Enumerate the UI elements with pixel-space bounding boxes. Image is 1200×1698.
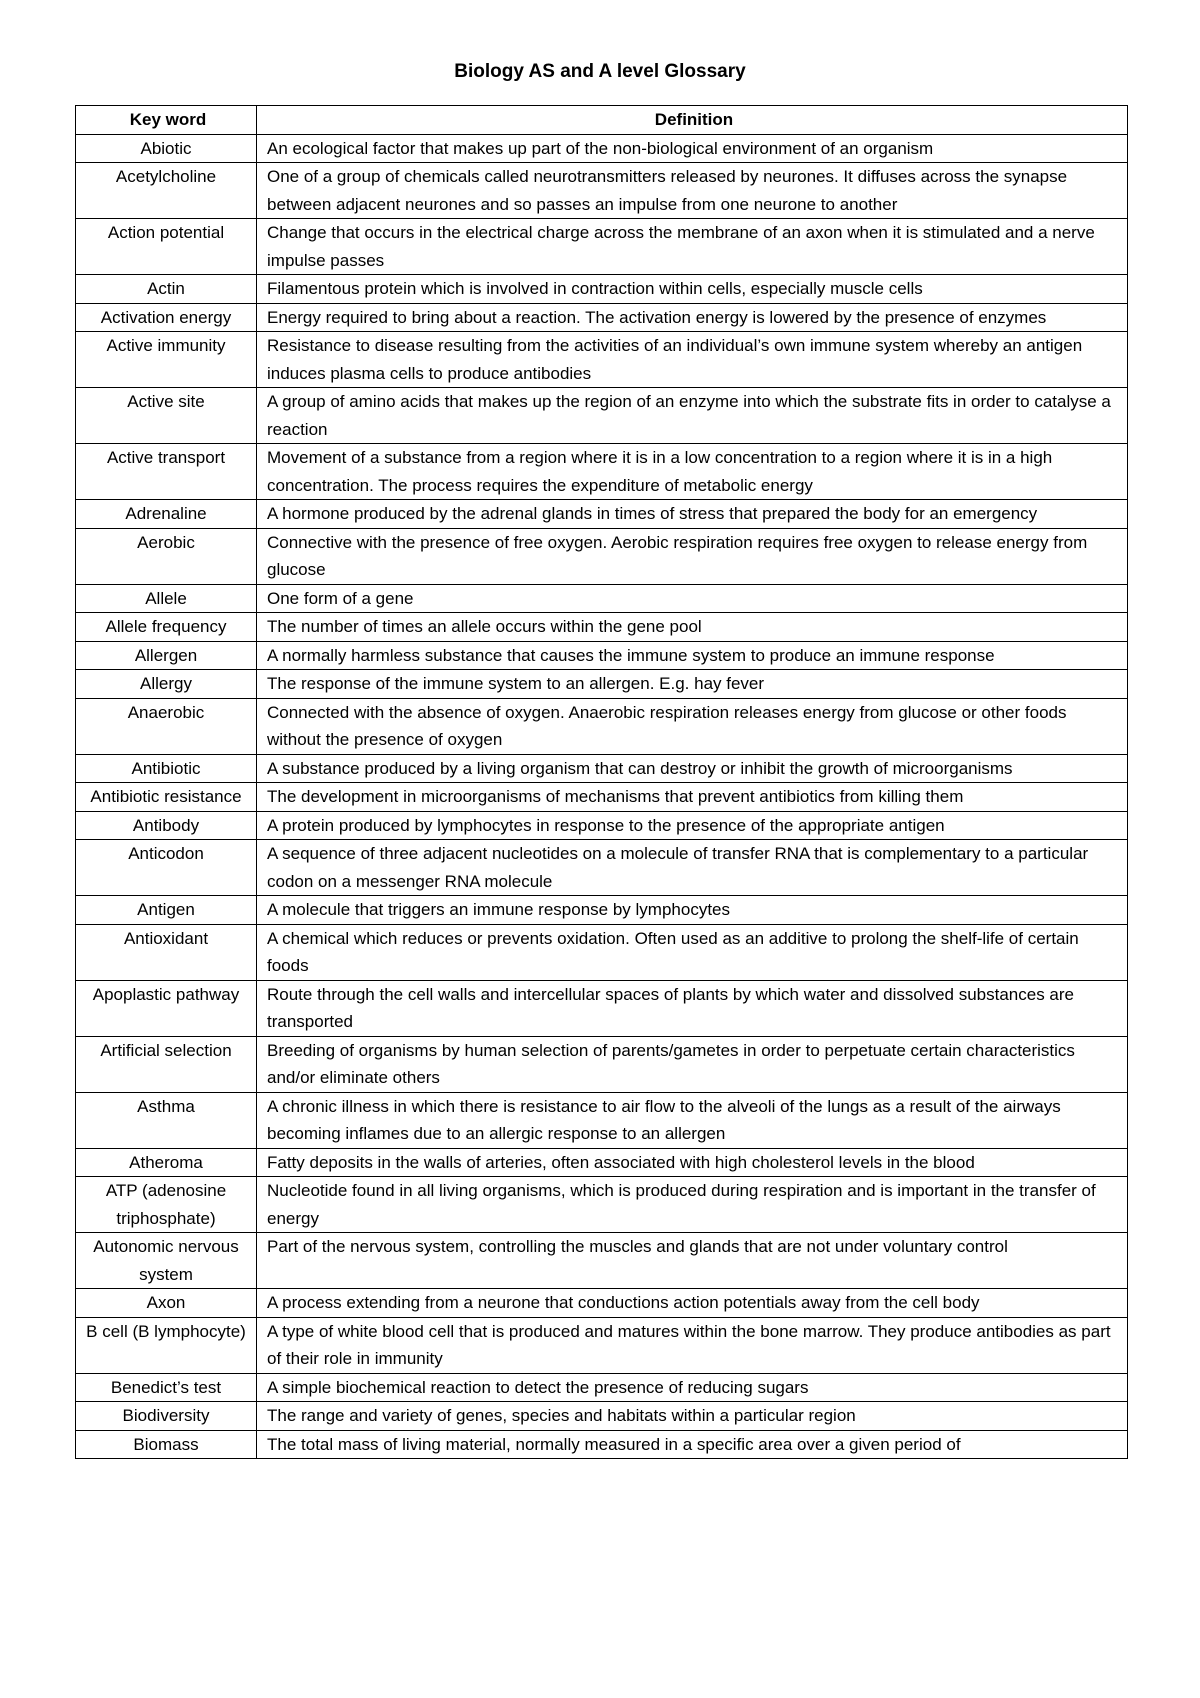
glossary-definition: A hormone produced by the adrenal glands in times of stress that prepared the body for an emergency bbox=[257, 500, 1128, 529]
glossary-term: Antigen bbox=[76, 896, 257, 925]
glossary-term: Apoplastic pathway bbox=[76, 980, 257, 1036]
glossary-term: Biomass bbox=[76, 1430, 257, 1459]
glossary-term: Aerobic bbox=[76, 528, 257, 584]
table-row bbox=[76, 388, 1128, 444]
glossary-table bbox=[75, 105, 1128, 1459]
glossary-definition: A group of amino acids that makes up the region of an enzyme into which the substrate fits in order to catalyse a reaction bbox=[257, 388, 1128, 444]
document-title: Biology AS and A level Glossary bbox=[454, 61, 746, 82]
glossary-definition: Filamentous protein which is involved in contraction within cells, especially muscle cells bbox=[257, 275, 1128, 304]
table-row bbox=[76, 303, 1128, 332]
glossary-term: Active site bbox=[76, 388, 257, 444]
table-row bbox=[76, 840, 1128, 896]
glossary-definition: Part of the nervous system, controlling the muscles and glands that are not under voluntary control bbox=[257, 1233, 1128, 1289]
glossary-definition: The total mass of living material, normally measured in a specific area over a given period of bbox=[257, 1430, 1128, 1459]
table-row bbox=[76, 444, 1128, 500]
glossary-body bbox=[76, 134, 1128, 1459]
glossary-definition: Nucleotide found in all living organisms, which is produced during respiration and is important in the transfer of energy bbox=[257, 1177, 1128, 1233]
glossary-definition: A sequence of three adjacent nucleotides on a molecule of transfer RNA that is complementary to a particular codon on a messenger RNA molecule bbox=[257, 840, 1128, 896]
table-row bbox=[76, 163, 1128, 219]
glossary-definition: A protein produced by lymphocytes in response to the presence of the appropriate antigen bbox=[257, 811, 1128, 840]
table-row bbox=[76, 134, 1128, 163]
glossary-definition: Route through the cell walls and intercellular spaces of plants by which water and dissolved substances are transported bbox=[257, 980, 1128, 1036]
glossary-definition: A normally harmless substance that causes the immune system to produce an immune response bbox=[257, 641, 1128, 670]
table-row bbox=[76, 1036, 1128, 1092]
glossary-definition: Breeding of organisms by human selection of parents/gametes in order to perpetuate certain characteristics and/or eliminate others bbox=[257, 1036, 1128, 1092]
table-row bbox=[76, 783, 1128, 812]
glossary-definition: Fatty deposits in the walls of arteries, often associated with high cholesterol levels in the blood bbox=[257, 1148, 1128, 1177]
glossary-definition: A type of white blood cell that is produced and matures within the bone marrow. They produce antibodies as part of their role in immunity bbox=[257, 1317, 1128, 1373]
table-row bbox=[76, 275, 1128, 304]
glossary-term: Axon bbox=[76, 1289, 257, 1318]
glossary-term: Artificial selection bbox=[76, 1036, 257, 1092]
table-row bbox=[76, 584, 1128, 613]
table-header-row bbox=[76, 106, 1128, 135]
glossary-definition: Change that occurs in the electrical charge across the membrane of an axon when it is stimulated and a nerve impulse passes bbox=[257, 219, 1128, 275]
glossary-term: Atheroma bbox=[76, 1148, 257, 1177]
glossary-definition: A process extending from a neurone that conductions action potentials away from the cell body bbox=[257, 1289, 1128, 1318]
table-row bbox=[76, 811, 1128, 840]
table-row bbox=[76, 896, 1128, 925]
glossary-definition: One of a group of chemicals called neurotransmitters released by neurones. It diffuses across the synapse between adjacent neurones and so passes an impulse from one neurone to another bbox=[257, 163, 1128, 219]
table-row bbox=[76, 500, 1128, 529]
glossary-term: Action potential bbox=[76, 219, 257, 275]
glossary-term: Abiotic bbox=[76, 134, 257, 163]
glossary-definition: A chronic illness in which there is resistance to air flow to the alveoli of the lungs as a result of the airways becoming inflames due to an allergic response to an allergen bbox=[257, 1092, 1128, 1148]
table-row bbox=[76, 924, 1128, 980]
glossary-term: Biodiversity bbox=[76, 1402, 257, 1431]
glossary-term: Actin bbox=[76, 275, 257, 304]
glossary-term: Antibody bbox=[76, 811, 257, 840]
glossary-definition: Energy required to bring about a reaction. The activation energy is lowered by the presence of enzymes bbox=[257, 303, 1128, 332]
table-row bbox=[76, 1233, 1128, 1289]
table-row bbox=[76, 1289, 1128, 1318]
table-row bbox=[76, 980, 1128, 1036]
glossary-definition: Resistance to disease resulting from the activities of an individual’s own immune system whereby an antigen induces plasma cells to produce antibodies bbox=[257, 332, 1128, 388]
glossary-term: Acetylcholine bbox=[76, 163, 257, 219]
table-row bbox=[76, 670, 1128, 699]
glossary-term: Benedict’s test bbox=[76, 1373, 257, 1402]
glossary-definition: The response of the immune system to an allergen. E.g. hay fever bbox=[257, 670, 1128, 699]
table-row bbox=[76, 1317, 1128, 1373]
table-row bbox=[76, 1177, 1128, 1233]
glossary-term: Antibiotic bbox=[76, 754, 257, 783]
glossary-definition: A chemical which reduces or prevents oxidation. Often used as an additive to prolong the shelf-life of certain foods bbox=[257, 924, 1128, 980]
glossary-term: Allele bbox=[76, 584, 257, 613]
glossary-term: Antibiotic resistance bbox=[76, 783, 257, 812]
glossary-definition: An ecological factor that makes up part of the non-biological environment of an organism bbox=[257, 134, 1128, 163]
table-row bbox=[76, 754, 1128, 783]
glossary-term: Active transport bbox=[76, 444, 257, 500]
glossary-term: Allele frequency bbox=[76, 613, 257, 642]
glossary-term: Asthma bbox=[76, 1092, 257, 1148]
glossary-term: B cell (B lymphocyte) bbox=[76, 1317, 257, 1373]
glossary-definition: A simple biochemical reaction to detect the presence of reducing sugars bbox=[257, 1373, 1128, 1402]
table-row bbox=[76, 641, 1128, 670]
glossary-term: Activation energy bbox=[76, 303, 257, 332]
glossary-definition: Connected with the absence of oxygen. Anaerobic respiration releases energy from glucose or other foods without the presence of oxygen bbox=[257, 698, 1128, 754]
glossary-definition: One form of a gene bbox=[257, 584, 1128, 613]
glossary-term: Active immunity bbox=[76, 332, 257, 388]
glossary-term: Adrenaline bbox=[76, 500, 257, 529]
table-row bbox=[76, 1430, 1128, 1459]
glossary-term: Allergy bbox=[76, 670, 257, 699]
header-key-word: Key word bbox=[76, 106, 257, 135]
glossary-definition: A molecule that triggers an immune response by lymphocytes bbox=[257, 896, 1128, 925]
table-row bbox=[76, 1402, 1128, 1431]
glossary-term: Antioxidant bbox=[76, 924, 257, 980]
header-definition: Definition bbox=[257, 106, 1128, 135]
glossary-term: ATP (adenosine triphosphate) bbox=[76, 1177, 257, 1233]
glossary-definition: The development in microorganisms of mechanisms that prevent antibiotics from killing them bbox=[257, 783, 1128, 812]
glossary-definition: The number of times an allele occurs within the gene pool bbox=[257, 613, 1128, 642]
table-row bbox=[76, 698, 1128, 754]
table-row bbox=[76, 613, 1128, 642]
table-row bbox=[76, 1148, 1128, 1177]
glossary-definition: The range and variety of genes, species and habitats within a particular region bbox=[257, 1402, 1128, 1431]
glossary-definition: A substance produced by a living organism that can destroy or inhibit the growth of microorganisms bbox=[257, 754, 1128, 783]
table-row bbox=[76, 1092, 1128, 1148]
table-row bbox=[76, 219, 1128, 275]
table-row bbox=[76, 528, 1128, 584]
table-row bbox=[76, 1373, 1128, 1402]
glossary-term: Anticodon bbox=[76, 840, 257, 896]
glossary-term: Anaerobic bbox=[76, 698, 257, 754]
table-row bbox=[76, 332, 1128, 388]
glossary-definition: Movement of a substance from a region where it is in a low concentration to a region where it is in a high concentration. The process requires the expenditure of metabolic energy bbox=[257, 444, 1128, 500]
glossary-term: Allergen bbox=[76, 641, 257, 670]
glossary-definition: Connective with the presence of free oxygen. Aerobic respiration requires free oxygen to release energy from glucose bbox=[257, 528, 1128, 584]
glossary-term: Autonomic nervous system bbox=[76, 1233, 257, 1289]
